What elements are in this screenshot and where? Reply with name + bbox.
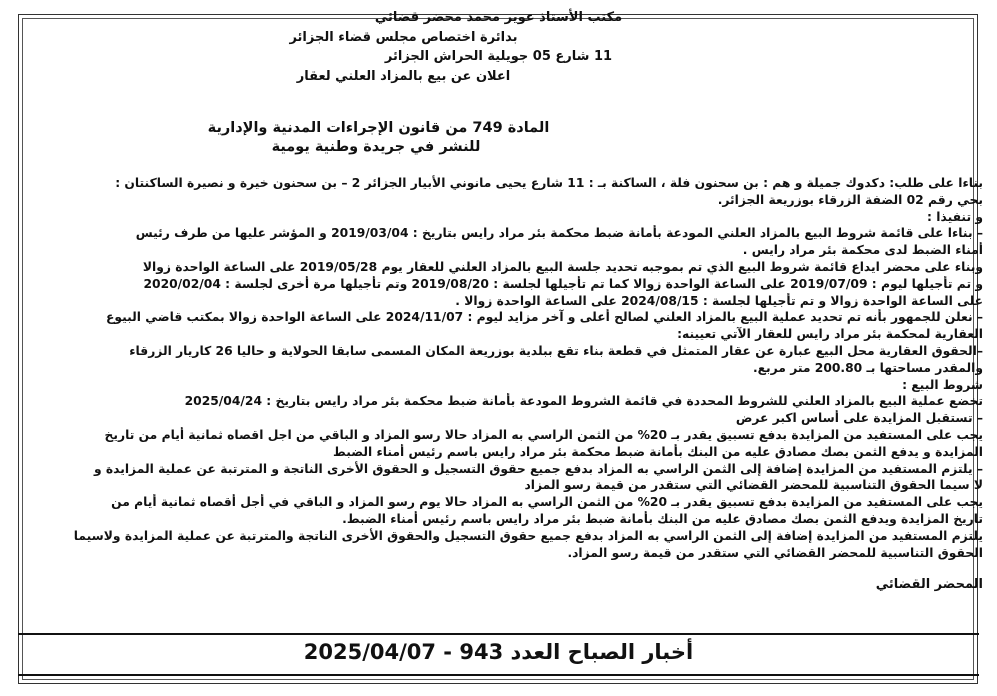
office-name: مكتب الأستاذ عوير محمد محضر قضائي — [374, 10, 623, 25]
section-heading: شروط البيع : — [902, 377, 983, 392]
paragraph-line: بحي رقم 02 الضفة الزرقاء بوزريعة الجزائر. — [717, 192, 983, 207]
notice-title: اعلان عن بيع بالمزاد العلني لعقار — [296, 68, 511, 84]
paragraph-line: أمناء الضبط لدى محكمة بئر مراد رايس . — [742, 243, 983, 258]
paragraph-line: – يلتزم المستفيد من المزايدة إضافة إلى الثمن الراسي به المزاد بدفع جميع حقوق التسجيل و الحقوق الأخرى الناتجة و المترتبة عن عملية المزايدة و — [93, 461, 983, 476]
footer-top-rule — [18, 633, 979, 635]
article-reference: المادة 749 من قانون الإجراءات المدنية والإدارية — [207, 120, 550, 136]
paragraph-line: – تستقبل المزايدة على أساس اكبر عرض — [735, 411, 983, 426]
paragraph-line: بناءا على طلب: دكدوك جميلة و هم : بن سحنون فلة ، الساكنة بـ : 11 شارع يحيى مانوني الأبيار الجزائر 2 – بن سحنون خيرة و نصيرة الساكنتان : — [115, 176, 983, 190]
paragraph-line: العقارية لمحكمة بئر مراد رايس للعقار الآتي تعيينه: — [677, 327, 983, 342]
paragraph-line: المزايدة و يدفع الثمن بصك مصادق عليه من البنك بأمانة ضبط محكمة بئر مراد رايس باسم رئيس أمناء الضبط — [333, 444, 983, 459]
jurisdiction: بدائرة اختصاص مجلس قضاء الجزائر — [289, 29, 518, 45]
paragraph-line: –الحقوق العقارية محل البيع عبارة عن عقار المتمثل في قطعة بناء تقع ببلدية بوزريعة المكان المسمى سابقا الحولاية و حاليا 26 كاريار الزرقاء — [129, 343, 983, 358]
footer-bottom-rule — [18, 674, 979, 676]
office-address: 11 شارع 05 جويلية الحراش الجزائر — [384, 49, 613, 64]
paragraph-line: يجب على المستفيد من المزايدة بدفع تسبيق يقدر بـ 20% من الثمن الراسي به المزاد حالا رسو المزاد و الباقي من اجل اقصاه ثمانية أيام من تاريخ — [104, 427, 983, 442]
newspaper-footer: أخبار الصباح العدد 943 - 2025/04/07 — [303, 640, 694, 664]
paragraph-line: وبناء على محضر ايداع قائمة شروط البيع الذي تم بموجبه تحديد جلسة البيع بالمزاد العلني للعقار يوم 2019/05/28 على الساعة الواحدة زوالا — [142, 259, 983, 274]
paragraph-line: الحقوق التناسبية للمحضر القضائي التي ستقدر من قيمة رسو المزاد. — [567, 545, 983, 560]
publication-note: للنشر في جريدة وطنية يومية — [271, 139, 481, 155]
paragraph-line: تاريخ المزايدة ويدفع الثمن بصك مصادق عليه من البنك بأمانة ضبط بئر مراد رايس باسم رئيس أمناء الضبط. — [342, 511, 983, 526]
signature: المحضر القضائي — [875, 577, 983, 593]
bailiff-header — [0, 8, 997, 86]
paragraph-line: و تم تأجيلها ليوم : 2019/07/09 على الساعة الواحدة زوالا كما تم تأجيلها لجلسة : 2019/08/20 وتم تأجيلها مرة أخرى لجلسة : 2020/02/04 — [143, 276, 983, 291]
paragraph-line: تخضع عملية البيع بالمزاد العلني للشروط المحددة في قائمة الشروط المودعة بأمانة ضبط محكمة بئر مراد رايس بتاريخ : 2025/04/24 — [184, 394, 983, 409]
paragraph-line: لا سيما الحقوق التناسبية للمحضر القضائي التي ستقدر من قيمة رسو المزاد — [524, 478, 983, 493]
paragraph-line: – نعلن للجمهور بأنه تم تحديد عملية البيع بالمزاد العلني لصالح أعلى و آخر مزايد ليوم : 2024/11/07 على الساعة الواحدة زوالا بمكتب قاضي البيوع — [106, 310, 983, 325]
paragraph-line: على الساعة الواحدة زوالا و تم تأجيلها لجلسة : 2024/08/15 على الساعة الواحدة زوالا . — [455, 293, 983, 308]
paragraph-line: و تنفيذا : — [927, 209, 983, 224]
notice-body — [14, 175, 983, 592]
paragraph-line: والمقدر مساحتها بـ 200.80 متر مربع. — [752, 360, 983, 375]
legal-article — [0, 119, 997, 157]
paragraph-line: يلتزم المستفيد من المزايدة إضافة إلى الثمن الراسي به المزاد بدفع جميع حقوق التسجيل والحقوق الأخرى الناتجة والمترتبة عن عملية المزايدة ولاسيما — [73, 528, 983, 543]
paragraph-line: – بناءا على قائمة شروط البيع بالمزاد العلني المودعة بأمانة ضبط محكمة بئر مراد رايس بتاريخ : 2019/03/04 و المؤشر عليها من طرف رئيس — [135, 226, 983, 241]
paragraph-line: يجب على المستفيد من المزايدة بدفع تسبيق يقدر بـ 20% من الثمن الراسي به المزاد حالا يوم رسو المزاد و الباقي في أجل أقصاه ثمانية أيام من — [111, 495, 983, 510]
